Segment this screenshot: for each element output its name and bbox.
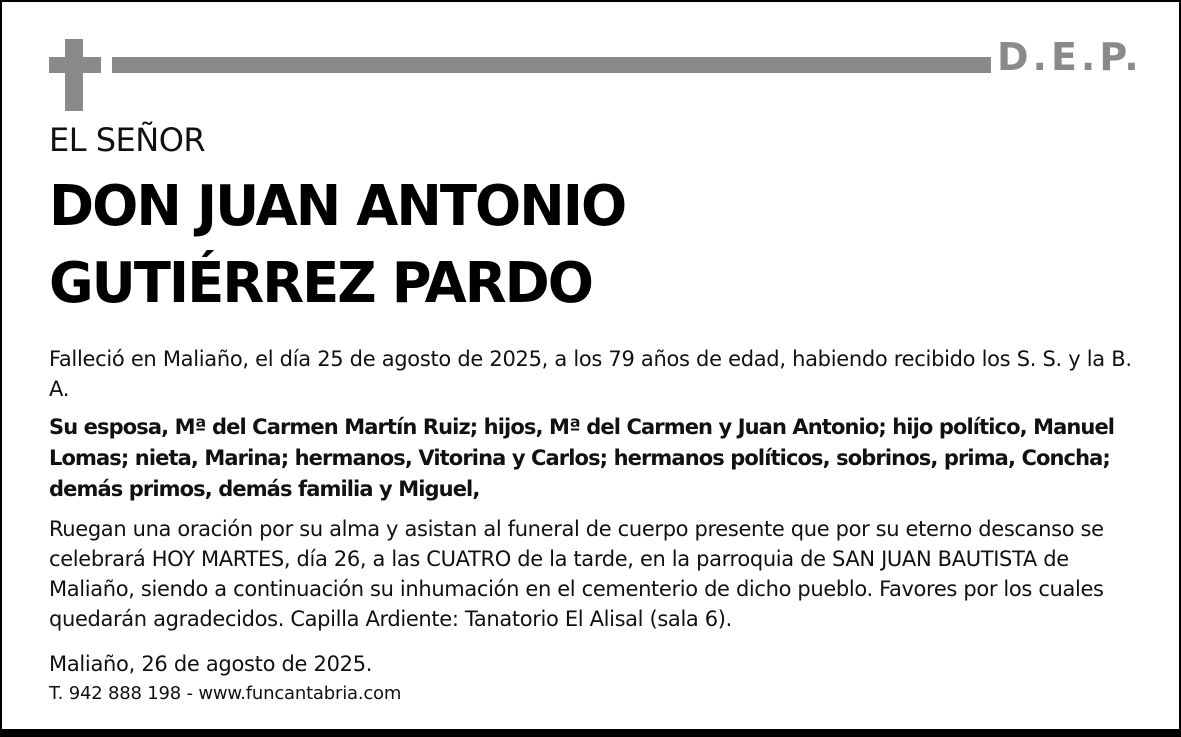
deceased-name-line1: DON JUAN ANTONIO xyxy=(49,174,626,239)
honorific: EL SEÑOR xyxy=(49,121,206,159)
death-notice-text: Falleció en Maliaño, el día 25 de agosto de 2025, a los 79 años de edad, habiendo recibido los S. S. y la B. A. xyxy=(49,347,1132,401)
dep-label: D.E.P. xyxy=(997,35,1143,79)
contact-info: T. 942 888 198 - www.funcantabria.com xyxy=(49,683,402,704)
deceased-name-line2: GUTIÉRREZ PARDO xyxy=(49,251,592,316)
cross-icon xyxy=(65,39,83,111)
place-and-date: Maliaño, 26 de agosto de 2025. xyxy=(49,652,373,676)
family-list: Su esposa, Mª del Carmen Martín Ruiz; hijos, Mª del Carmen y Juan Antonio; hijo político, Manuel Lomas; nieta, Marina; hermanos, Vitorina y Carlos; hermanos políticos, sobrinos, prima, Concha; demás primos, demás familia y Miguel, xyxy=(49,415,1115,501)
funeral-details: Ruegan una oración por su alma y asistan al funeral de cuerpo presente que por su eterno descanso se celebrará HOY MARTES, día 26, a las CUATRO de la tarde, en la parroquia de SAN JUAN BAUTISTA de Maliaño, siendo a continuación su inhumación en el cementerio de dicho pueblo. Favores por los cuales quedarán agradecidos. Capilla Ardiente: Tanatorio El Alisal (sala 6). xyxy=(49,517,1104,631)
cross-icon-bar xyxy=(49,57,101,73)
header-rule xyxy=(112,57,991,73)
